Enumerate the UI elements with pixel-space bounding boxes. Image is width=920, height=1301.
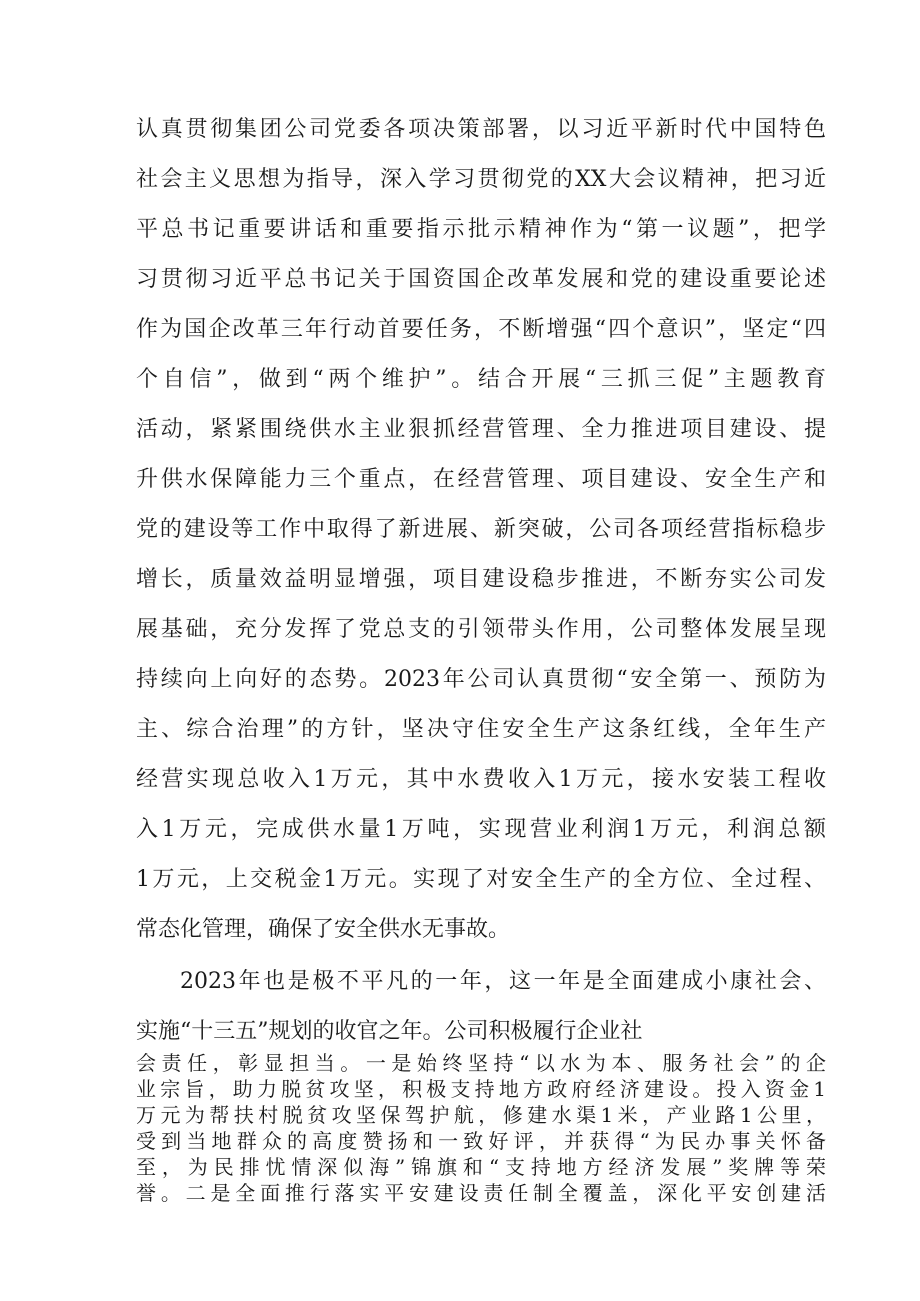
body-line: 认真贯彻集团公司党委各项决策部署，以习近平新时代中国特色 — [136, 117, 826, 142]
body-line-compact: 业宗旨，助力脱贫攻坚，积极支持地方政府经济建设。投入资金1 — [136, 1077, 826, 1101]
body-line-compact: 万元为帮扶村脱贫攻坚保驾护航，修建水渠1米，产业路1公里， — [136, 1103, 826, 1127]
body-line: 习贯彻习近平总书记关于国资国企改革发展和党的建设重要论述 — [136, 267, 826, 292]
body-line: 活动，紧紧围绕供水主业狠抓经营管理、全力推进项目建设、提 — [136, 417, 826, 442]
body-line: 持续向上向好的态势。2023年公司认真贯彻“安全第一、预防为 — [136, 667, 826, 692]
body-line-compact: 至，为民排忧情深似海”锦旗和“支持地方经济发展”奖牌等荣 — [136, 1155, 826, 1179]
body-line: 党的建设等工作中取得了新进展、新突破，公司各项经营指标稳步 — [136, 517, 826, 542]
body-line: 个自信”，做到“两个维护”。结合开展“三抓三促”主题教育 — [136, 367, 826, 392]
body-line: 1万元，上交税金1万元。实现了对安全生产的全方位、全过程、 — [136, 867, 826, 892]
body-line: 升供水保障能力三个重点，在经营管理、项目建设、安全生产和 — [136, 467, 826, 492]
body-line: 展基础，充分发挥了党总支的引领带头作用，公司整体发展呈现 — [136, 617, 826, 642]
body-line-compact: 会责任，彰显担当。一是始终坚持“以水为本、服务社会”的企 — [136, 1051, 826, 1075]
body-line: 实施“十三五”规划的收官之年。公司积极履行企业社 — [136, 1019, 643, 1044]
body-line: 经营实现总收入1万元，其中水费收入1万元，接水安装工程收 — [136, 767, 826, 792]
body-line: 入1万元，完成供水量1万吨，实现营业利润1万元，利润总额 — [136, 817, 826, 842]
paragraph-start-line: 2023年也是极不平凡的一年，这一年是全面建成小康社会、 — [180, 969, 826, 994]
body-line-compact: 誉。二是全面推行落实平安建设责任制全覆盖，深化平安创建活 — [136, 1181, 826, 1205]
body-line: 增长，质量效益明显增强，项目建设稳步推进，不断夯实公司发 — [136, 567, 826, 592]
body-line: 社会主义思想为指导，深入学习贯彻党的XX大会议精神，把习近 — [136, 167, 826, 192]
body-line: 主、综合治理”的方针，坚决守住安全生产这条红线，全年生产 — [136, 717, 826, 742]
body-line-compact: 受到当地群众的高度赞扬和一致好评，并获得“为民办事关怀备 — [136, 1129, 826, 1153]
body-line: 平总书记重要讲话和重要指示批示精神作为“第一议题”，把学 — [136, 217, 826, 242]
paragraph-end-line: 常态化管理，确保了安全供水无事故。 — [136, 917, 511, 942]
body-line: 作为国企改革三年行动首要任务，不断增强“四个意识”，坚定“四 — [136, 317, 826, 342]
